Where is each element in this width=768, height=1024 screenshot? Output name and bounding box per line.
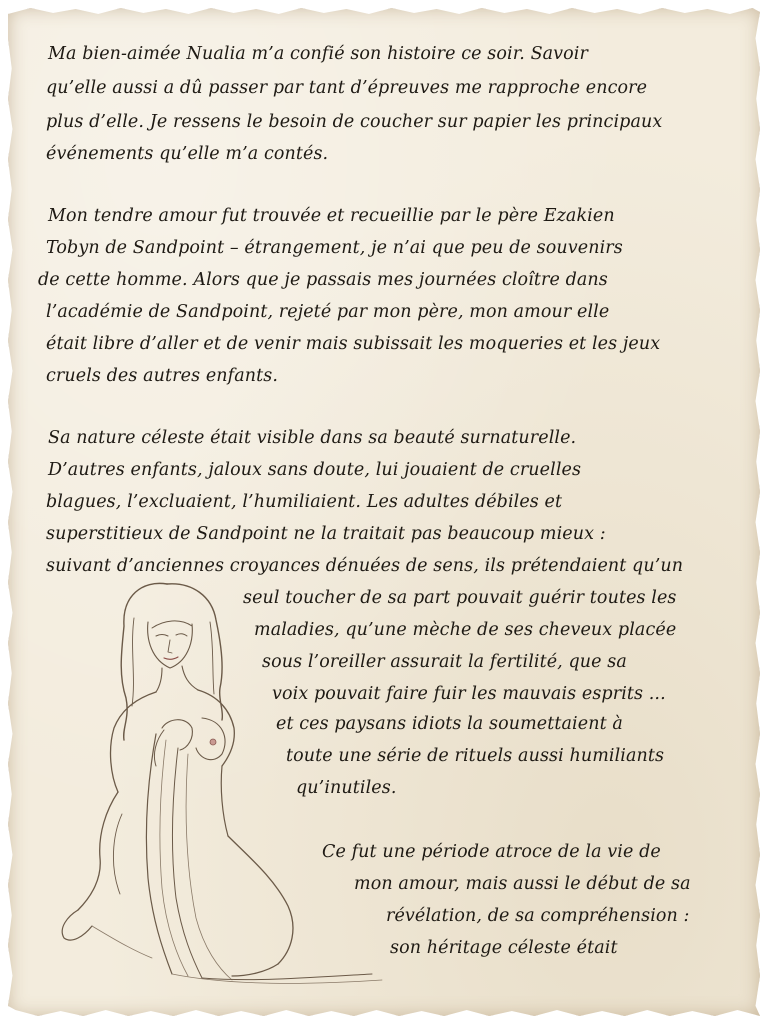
letter-line: cruels des autres enfants. xyxy=(46,366,279,386)
letter-line: de cette homme. Alors que je passais mes journées cloître dans xyxy=(38,270,608,290)
letter-line: mon amour, mais aussi le début de sa xyxy=(354,874,691,894)
letter-line: Mon tendre amour fut trouvée et recueillie par le père Ezakien xyxy=(48,206,615,226)
letter-line: Ce fut une période atroce de la vie de xyxy=(322,842,661,862)
letter-line: D’autres enfants, jaloux sans doute, lui jouaient de cruelles xyxy=(48,460,582,480)
letter-line: sous l’oreiller assurait la fertilité, que sa xyxy=(262,652,627,672)
letter-line: plus d’elle. Je ressens le besoin de coucher sur papier les principaux xyxy=(46,112,663,132)
letter-line: révélation, de sa compréhension : xyxy=(386,906,690,926)
letter-line: superstitieux de Sandpoint ne la traitait pas beaucoup mieux : xyxy=(46,524,606,544)
letter-line: suivant d’anciennes croyances dénuées de sens, ils prétendaient qu’un xyxy=(46,556,684,576)
letter-line: Tobyn de Sandpoint – étrangement, je n’ai que peu de souvenirs xyxy=(46,238,623,258)
letter-line: était libre d’aller et de venir mais subissait les moqueries et les jeux xyxy=(46,334,661,354)
letter-line: son héritage céleste était xyxy=(390,938,618,958)
letter-line: toute une série de rituels aussi humiliants xyxy=(286,746,665,766)
letter-line: blagues, l’excluaient, l’humiliaient. Les adultes débiles et xyxy=(46,492,563,512)
letter-line: événements qu’elle m’a contés. xyxy=(46,144,329,164)
letter-line: Ma bien-aimée Nualia m’a confié son histoire ce soir. Savoir xyxy=(48,44,588,64)
letter-line: seul toucher de sa part pouvait guérir toutes les xyxy=(243,588,677,608)
letter-line: l’académie de Sandpoint, rejeté par mon père, mon amour elle xyxy=(46,302,610,322)
letter-line: qu’elle aussi a dû passer par tant d’épreuves me rapproche encore xyxy=(46,78,648,98)
letter-line: qu’inutiles. xyxy=(296,778,397,798)
woman-sketch-illustration xyxy=(52,578,397,988)
letter-line: voix pouvait faire fuir les mauvais esprits ... xyxy=(272,684,666,704)
letter-line: maladies, qu’une mèche de ses cheveux placée xyxy=(254,620,677,640)
letter-line: et ces paysans idiots la soumettaient à xyxy=(276,714,623,734)
letter-line: Sa nature céleste était visible dans sa beauté surnaturelle. xyxy=(48,428,577,448)
